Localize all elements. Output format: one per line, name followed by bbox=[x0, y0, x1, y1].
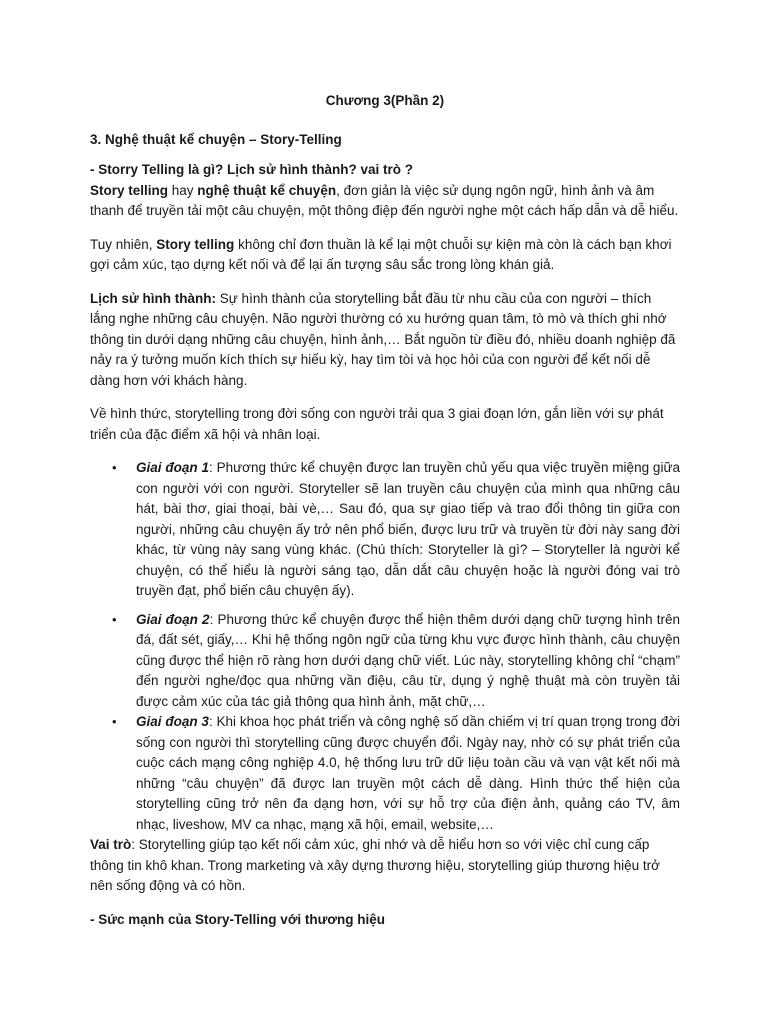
history-text: Sự hình thành của storytelling bắt đầu từ nhu cầu của con người – thích lắng nghe những câu chuyện. Não người thường có xu hướng quan tâm, tò mò và thích ghi nhớ thông tin dưới dạng những câu chuyện, hình ảnh,… Bắt nguồn từ điều đó, nhiều doanh nghiệp đã nảy ra ý tưởng muốn kích thích sự hiếu kỳ, hay tìm tòi và học hỏi của con người để kết nối dễ dàng hơn với khách hàng. bbox=[90, 290, 676, 388]
document-body bbox=[90, 91, 680, 930]
stage-text: : Khi khoa học phát triển và công nghệ số dần chiếm vị trí quan trọng trong đời sống con người thì storytelling cũng được chuyển đổi. Ngày nay, nhờ có sự phát triển của cuộc cách mạng công nghiệp 4.0, hệ thống lưu trữ dữ liệu toàn cầu và vạn vật kết nối mà những “câu chuyện” đã được lan truyền một cách dễ dàng. Hình thức thể hiện của storytelling cũng trở nên đa dạng hơn, với sự hỗ trợ của điện ảnh, quảng cáo TV, âm nhạc, liveshow, MV ca nhạc, mạng xã hội, email, website,… bbox=[136, 714, 680, 832]
list-item bbox=[90, 458, 680, 602]
forms-intro-paragraph: Về hình thức, storytelling trong đời sống con người trải qua 3 giai đoạn lớn, gắn liền với sự phát triển của đặc điểm xã hội và nhân loại. bbox=[90, 406, 664, 442]
bullet-icon: • bbox=[112, 460, 117, 475]
next-section-heading: - Sức mạnh của Story-Telling với thương hiệu bbox=[90, 911, 386, 927]
role-label: Vai trò bbox=[90, 837, 132, 852]
however-text-rest: không chỉ đơn thuần là kể lại một chuỗi sự kiện mà còn là cách bạn khơi gợi cảm xúc, tạo dựng kết nối và để lại ấn tượng sâu sắc trong lòng khán giả. bbox=[90, 236, 672, 272]
bullet-icon: • bbox=[112, 714, 117, 729]
definition-term: Story telling bbox=[90, 182, 169, 198]
definition-paragraph bbox=[90, 181, 680, 222]
section-heading: 3. Nghệ thuật kể chuyện – Story-Telling bbox=[90, 131, 342, 147]
stage-label: Giai đoạn 3 bbox=[136, 714, 209, 729]
question-heading: - Storry Telling là gì? Lịch sử hình thành? vai trò ? bbox=[90, 162, 414, 177]
definition-text: hay bbox=[168, 182, 198, 198]
definition-text-rest: , đơn giản là việc sử dụng ngôn ngữ, hình ảnh và âm thanh để truyền tải một câu chuyện, một thông điệp đến người nghe một cách hấp dẫn và dễ hiểu. bbox=[90, 182, 679, 218]
list-item bbox=[90, 610, 680, 713]
definition-term-vi: nghệ thuật kể chuyện bbox=[197, 182, 337, 198]
however-paragraph bbox=[90, 235, 680, 276]
role-text: : Storytelling giúp tạo kết nối cảm xúc, ghi nhớ và dễ hiểu hơn so với việc chỉ cung cấp thông tin khô khan. Trong marketing và xây dựng thương hiệu, storytelling giúp thương hiệu trở nên sống động và có hồn. bbox=[90, 837, 660, 893]
stages-list bbox=[90, 458, 680, 835]
stage-text: : Phương thức kể chuyện được lan truyền chủ yếu qua việc truyền miệng giữa con người với con người. Storyteller sẽ lan truyền câu chuyện của mình qua những câu hát, bài thơ, giai thoại, bài vè,… Sau đó, qua sự giao tiếp và trao đổi thông tin giữa con người, những câu chuyện ấy trở nên phổ biến, được lưu trữ và truyền từ đời này sang đời khác, từ vùng này sang vùng khác. (Chú thích: Storyteller là gì? – Storyteller là người kể chuyện, có thể hiểu là người sáng tạo, dẫn dắt câu chuyện hoặc là người đóng vai trò truyền đạt, phổ biến câu chuyện ấy). bbox=[136, 460, 680, 598]
stage-text: : Phương thức kể chuyện được thể hiện thêm dưới dạng chữ tượng hình trên đá, đất sét, giấy,… Khi hệ thống ngôn ngữ của từng khu vực được hình thành, câu chuyện cũng được thể hiện rõ ràng hơn dưới dạng chữ viết. Lúc này, storytelling không chỉ “chạm” đến người nghe/đọc qua những vần điệu, câu từ, dụng ý nghệ thuật mà còn truyền tải được cảm xúc của tác giả thông qua hình ảnh, mặt chữ,… bbox=[136, 611, 680, 709]
however-term: Story telling bbox=[156, 236, 235, 252]
bullet-icon: • bbox=[112, 611, 117, 627]
history-paragraph bbox=[90, 289, 680, 392]
stage-label: Giai đoạn 1 bbox=[136, 460, 209, 475]
page-title: Chương 3(Phần 2) bbox=[325, 93, 445, 108]
however-text: Tuy nhiên, bbox=[90, 236, 157, 252]
role-paragraph bbox=[90, 835, 680, 897]
history-label: Lịch sử hình thành: bbox=[90, 290, 217, 306]
list-item bbox=[90, 712, 680, 835]
stage-label: Giai đoạn 2 bbox=[136, 611, 210, 627]
